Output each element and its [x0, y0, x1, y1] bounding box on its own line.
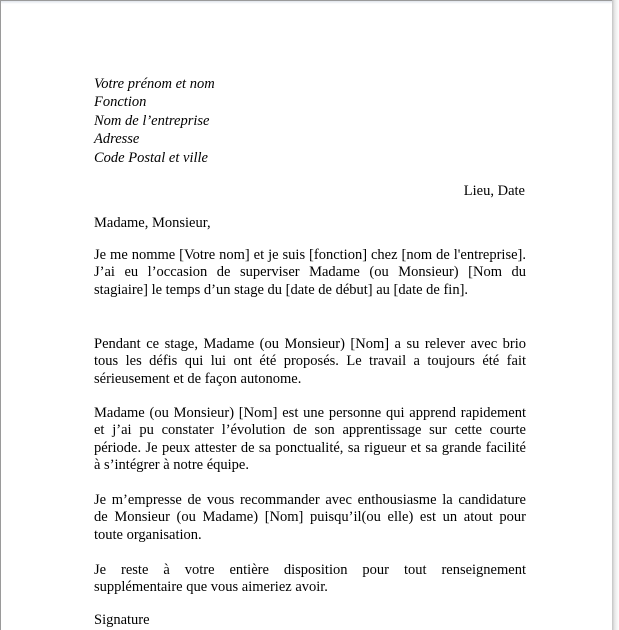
paragraph-recommendation: Je m’empresse de vous recommander avec enthousiasme la candidature de Monsieur (ou Madame) [Nom] puisqu’il(ou elle) est un atout pour toute organisation.	[94, 492, 526, 543]
sender-address: Adresse	[94, 131, 140, 148]
paragraph-qualities: Madame (ou Monsieur) [Nom] est une personne qui apprend rapidement et j’ai pu constater l’évolution de son apprentissage sur cette courte période. Je peux attester de sa ponctualité, sa rigueur et sa grande facilité à s’intégrer à notre équipe.	[94, 405, 526, 473]
place-date: Lieu, Date	[463, 183, 525, 199]
greeting: Madame, Monsieur,	[94, 215, 211, 231]
signature: Signature	[94, 612, 150, 628]
paragraph-closing: Je reste à votre entière disposition pour tout renseignement supplémentaire que vous aimeriez avoir.	[94, 562, 526, 596]
sender-postal-city: Code Postal et ville	[94, 149, 208, 166]
sender-company: Nom de l’entreprise	[94, 112, 210, 129]
sender-position: Fonction	[94, 94, 147, 111]
page-shadow	[612, 0, 619, 630]
paragraph-internship: Pendant ce stage, Madame (ou Monsieur) [Nom] a su relever avec brio tous les défis qui lui ont été proposés. Le travail a toujours été fait sérieusement et de façon autonome.	[94, 336, 526, 387]
paragraph-introduction: Je me nomme [Votre nom] et je suis [fonction] chez [nom de l'entreprise]. J’ai eu l’occasion de superviser Madame (ou Monsieur) [Nom du stagiaire] le temps d’un stage du [date de début] au [date de fin].	[94, 247, 526, 298]
sender-name: Votre prénom et nom	[94, 76, 215, 92]
